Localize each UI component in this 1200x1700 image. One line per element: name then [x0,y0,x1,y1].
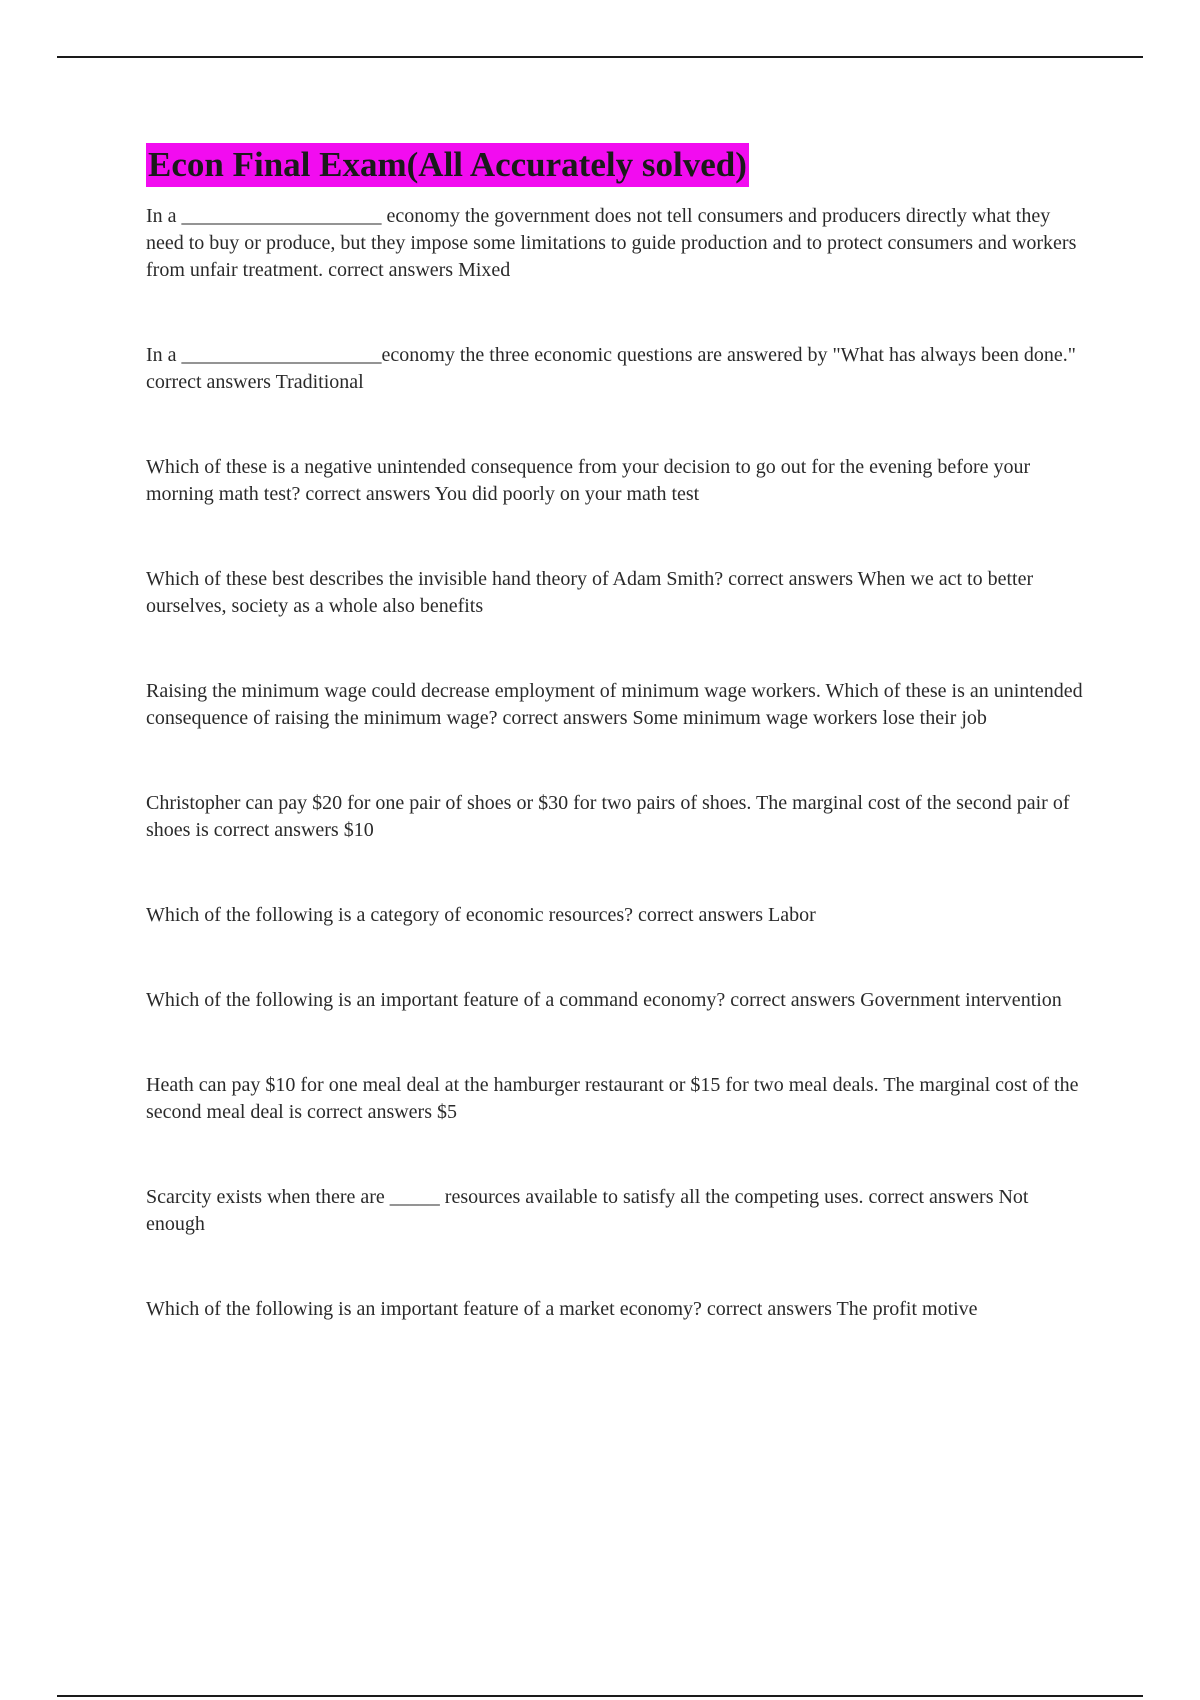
question-item: Which of the following is an important feature of a command economy? correct answers Government intervention [146,989,1062,1011]
document-title: Econ Final Exam(All Accurately solved) [146,143,749,187]
question-item: In a ____________________economy the three economic questions are answered by "What has always been done." correct answers Traditional [146,344,1076,393]
document-body [146,143,1091,1381]
question-item: Which of these is a negative unintended consequence from your decision to go out for the evening before your morning math test? correct answers You did poorly on your math test [146,456,1031,505]
question-item: Heath can pay $10 for one meal deal at the hamburger restaurant or $15 for two meal deals. The marginal cost of the second meal deal is correct answers $5 [146,1074,1079,1123]
question-item: Which of the following is a category of economic resources? correct answers Labor [146,904,816,926]
question-item: Which of these best describes the invisible hand theory of Adam Smith? correct answers When we act to better ourselves, society as a whole also benefits [146,568,1034,617]
question-item: Raising the minimum wage could decrease employment of minimum wage workers. Which of these is an unintended consequence of raising the minimum wage? correct answers Some minimum wage workers lose their job [146,680,1083,729]
top-divider [57,56,1143,58]
question-item: Which of the following is an important feature of a market economy? correct answers The profit motive [146,1298,978,1320]
question-list [146,203,1091,1323]
question-item: In a ____________________ economy the government does not tell consumers and producers directly what they need to buy or produce, but they impose some limitations to guide production and to protect consumers and workers from unfair treatment. correct answers Mixed [146,205,1077,281]
question-item: Scarcity exists when there are _____ resources available to satisfy all the competing uses. correct answers Not enough [146,1186,1029,1235]
question-item: Christopher can pay $20 for one pair of shoes or $30 for two pairs of shoes. The marginal cost of the second pair of shoes is correct answers $10 [146,792,1070,841]
bottom-divider [57,1695,1143,1697]
